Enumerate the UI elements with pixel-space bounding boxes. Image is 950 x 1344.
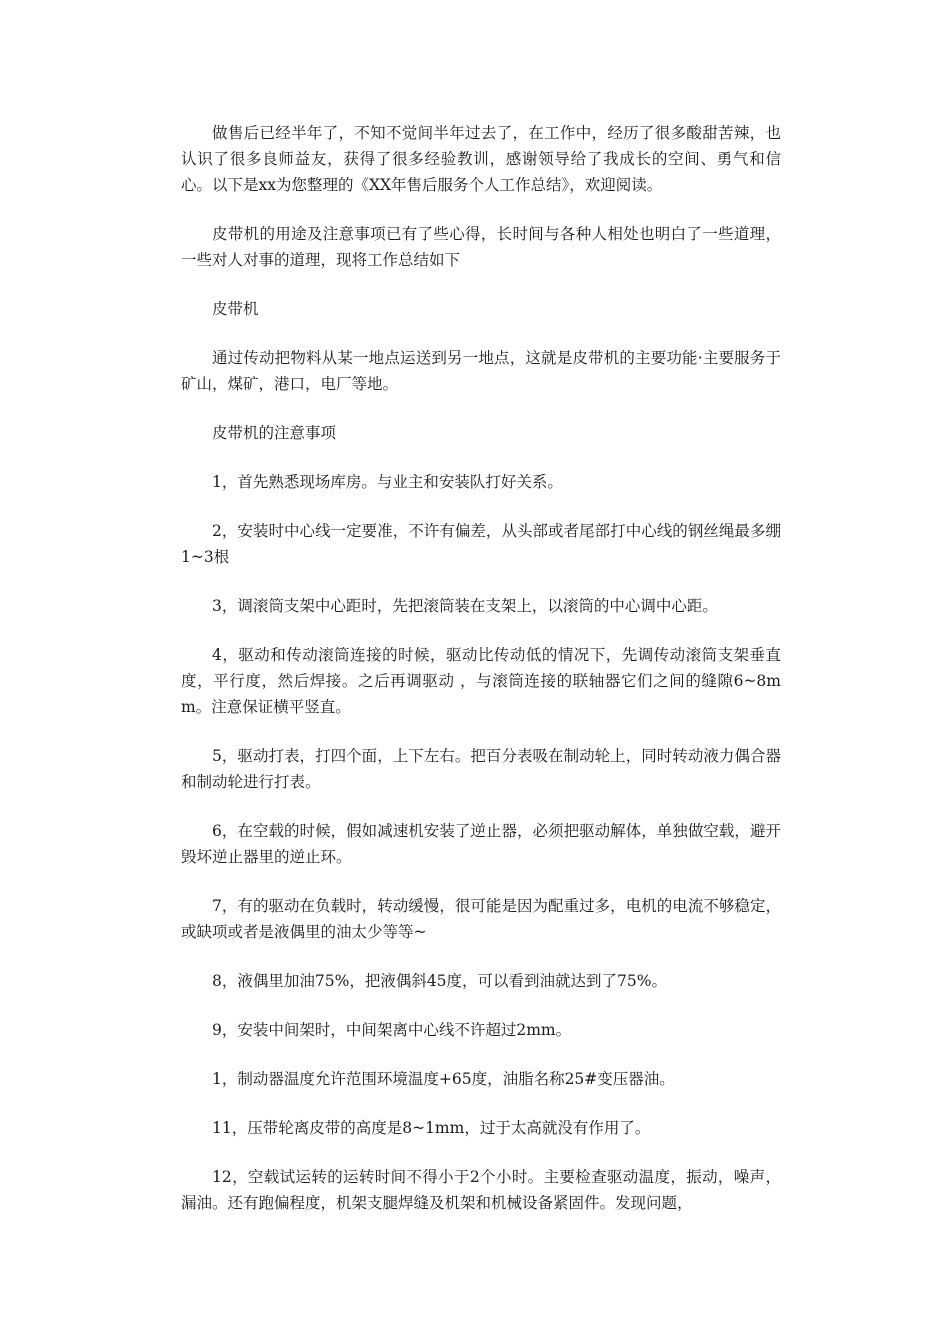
list-item-6: 6，在空载的时候，假如减速机安装了逆止器，必须把驱动解体，单独做空载，避开毁坏逆止器里的逆止环。 [181, 822, 781, 866]
list-item-3: 3，调滚筒支架中心距时，先把滚筒装在支架上，以滚筒的中心调中心距。 [212, 597, 718, 615]
list-item-7: 7，有的驱动在负载时，转动缓慢，很可能是因为配重过多，电机的电流不够稳定，或缺项或者是液偶里的油太少等等~ [181, 897, 781, 941]
paragraph-summary-lead: 皮带机的用途及注意事项已有了些心得，长时间与各种人相处也明白了一些道理，一些对人对事的道理，现将工作总结如下 [181, 225, 781, 269]
paragraph-intro: 做售后已经半年了，不知不觉间半年过去了，在工作中，经历了很多酸甜苦辣，也认识了很多良师益友，获得了很多经验教训，感谢领导给了我成长的空间、勇气和信心。以下是xx为您整理的《XX年售后服务个人工作总结》，欢迎阅读。 [181, 124, 781, 194]
list-item-11: 11，压带轮离皮带的高度是8~1mm，过于太高就没有作用了。 [212, 1119, 651, 1137]
list-item-8: 8，液偶里加油75%，把液偶斜45度，可以看到油就达到了75%。 [212, 972, 667, 990]
list-item-4: 4，驱动和传动滚筒连接的时候，驱动比传动低的情况下，先调传动滚筒支架垂直度，平行度，然后焊接。之后再调驱动 ，与滚筒连接的联轴器它们之间的缝隙6~8mm。注意保证横平竖直。 [181, 646, 781, 716]
heading-precautions: 皮带机的注意事项 [212, 424, 337, 442]
document-body [181, 120, 781, 1239]
paragraph-function: 通过传动把物料从某一地点运送到另一地点，这就是皮带机的主要功能·主要服务于矿山，煤矿，港口，电厂等地。 [181, 349, 781, 393]
list-item-2: 2，安装时中心线一定要准，不许有偏差，从头部或者尾部打中心线的钢丝绳最多绷1~3根 [181, 522, 781, 566]
list-item-12: 12，空载试运转的运转时间不得小于2个小时。主要检查驱动温度，振动，噪声，漏油。还有跑偏程度，机架支腿焊缝及机架和机械设备紧固件。发现问题， [181, 1168, 781, 1212]
list-item-10: 1，制动器温度允许范围环境温度+65度，油脂名称25#变压器油。 [212, 1070, 675, 1088]
heading-belt-conveyor: 皮带机 [212, 300, 259, 318]
list-item-5: 5，驱动打表，打四个面，上下左右。把百分表吸在制动轮上，同时转动液力偶合器和制动轮进行打表。 [181, 747, 781, 791]
list-item-1: 1，首先熟悉现场库房。与业主和安装队打好关系。 [212, 473, 563, 491]
list-item-9: 9，安装中间架时，中间架离中心线不许超过2mm。 [212, 1021, 572, 1039]
